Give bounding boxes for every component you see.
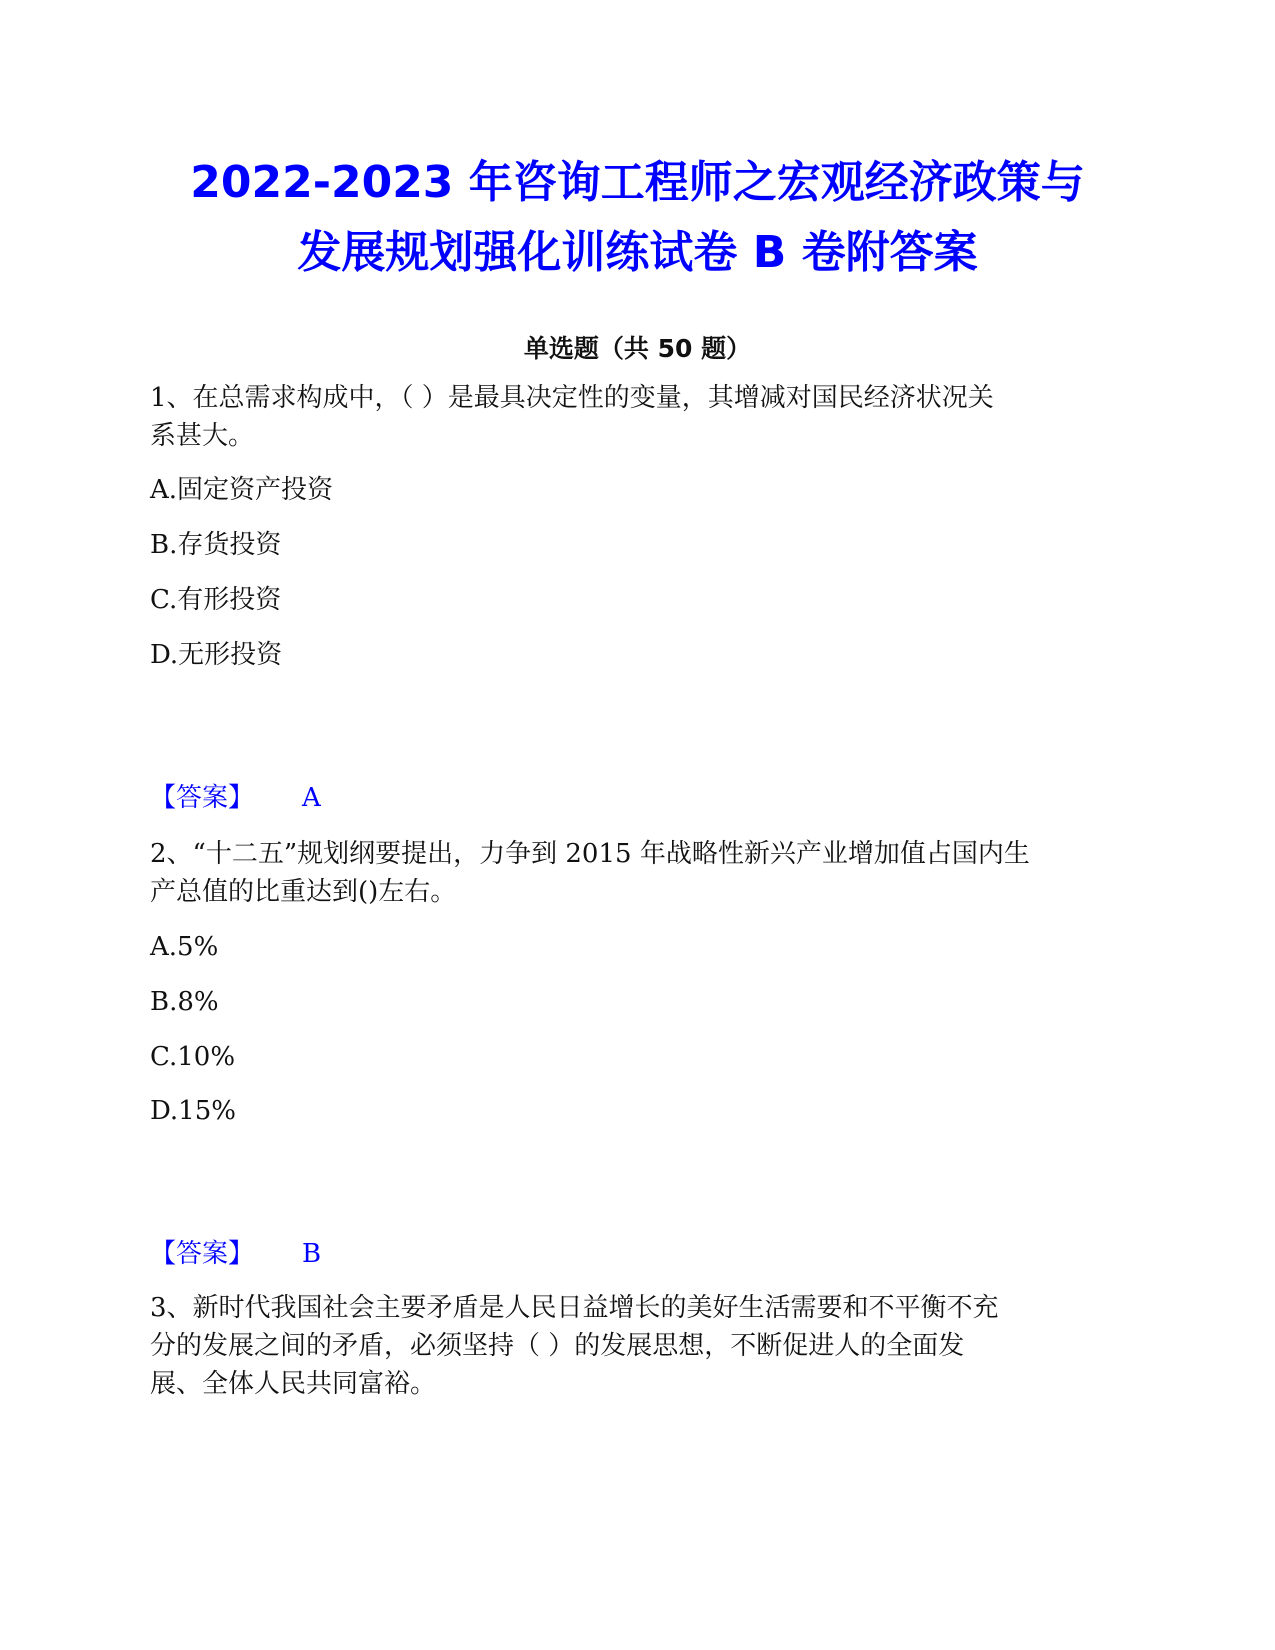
question-3-stem-line-2: 分的发展之间的矛盾，必须坚持（ ）的发展思想，不断促进人的全面发 bbox=[150, 1331, 965, 1361]
question-3-stem-line-1: 3、新时代我国社会主要矛盾是人民日益增长的美好生活需要和不平衡不充 bbox=[150, 1293, 999, 1323]
title-line-2: 发展规划强化训练试卷 B 卷附答案 bbox=[297, 227, 978, 278]
answer-value: A bbox=[302, 783, 321, 813]
question-1-stem-line-2: 系甚大。 bbox=[150, 421, 255, 451]
question-1-option-b: B.存货投资 bbox=[150, 530, 282, 560]
question-1-option-a: A.固定资产投资 bbox=[150, 475, 334, 505]
question-3-stem-line-3: 展、全体人民共同富裕。 bbox=[150, 1369, 437, 1399]
question-2-answer bbox=[150, 1234, 321, 1274]
question-2-option-a: A.5% bbox=[150, 932, 219, 962]
question-2-option-d: D.15% bbox=[150, 1096, 236, 1126]
answer-label: 【答案】 bbox=[150, 1239, 255, 1269]
question-2-option-c: C.10% bbox=[150, 1042, 236, 1072]
question-2-option-b: B.8% bbox=[150, 987, 219, 1017]
answer-label: 【答案】 bbox=[150, 783, 255, 813]
question-1-stem-line-1: 1、在总需求构成中，（ ）是最具决定性的变量，其增减对国民经济状况关 bbox=[150, 383, 994, 413]
question-2-stem-line-2: 产总值的比重达到()左右。 bbox=[150, 877, 457, 907]
section-heading: 单选题（共 50 题） bbox=[523, 334, 752, 363]
question-1-option-c: C.有形投资 bbox=[150, 585, 282, 615]
question-2-stem-line-1: 2、“十二五”规划纲要提出，力争到 2015 年战略性新兴产业增加值占国内生 bbox=[150, 839, 1030, 869]
question-1-option-d: D.无形投资 bbox=[150, 640, 283, 670]
answer-value: B bbox=[302, 1239, 322, 1269]
title-line-1: 2022-2023 年咨询工程师之宏观经济政策与 bbox=[190, 157, 1085, 208]
question-1-answer bbox=[150, 778, 321, 818]
document-title bbox=[0, 148, 1275, 288]
